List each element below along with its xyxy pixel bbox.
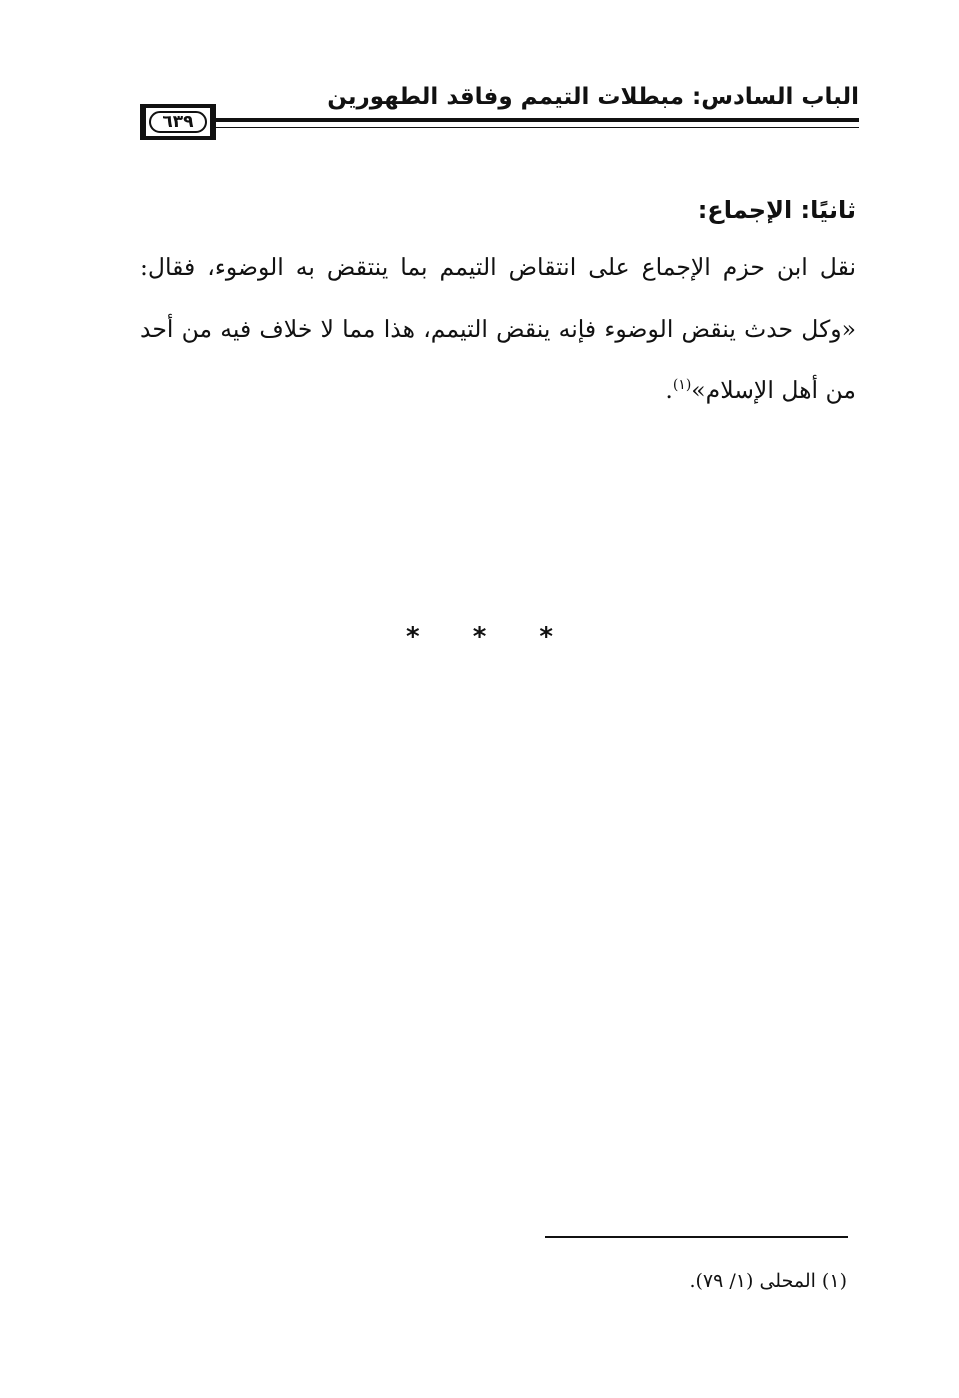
footnote-1: (١) المحلى (١/ ٧٩). xyxy=(689,1270,847,1292)
paragraph-line-3 xyxy=(665,375,856,404)
paragraph-line-3-end: . xyxy=(665,375,673,404)
running-header-title: الباب السادس: مبطلات التيمم وفاقد الطهورين xyxy=(327,84,859,110)
footnote-rule xyxy=(545,1236,848,1238)
section-heading: ثانيًا: الإجماع: xyxy=(697,196,856,224)
paragraph-line-2: «وكل حدث ينقض الوضوء فإنه ينقض التيمم، هذا مما لا خلاف فيه من أحد xyxy=(140,315,856,343)
section-separator: * * * xyxy=(406,622,575,652)
paragraph-line-3-text: من أهل الإسلام» xyxy=(691,375,856,404)
paragraph-line-1: نقل ابن حزم الإجماع على انتقاض التيمم بما ينتقض به الوضوء، فقال: xyxy=(140,253,856,281)
page-number: ٦٣٩ xyxy=(149,111,207,133)
page-number-frame xyxy=(140,104,216,140)
footnote-reference: (١) xyxy=(672,377,692,393)
header-rule xyxy=(216,118,859,128)
